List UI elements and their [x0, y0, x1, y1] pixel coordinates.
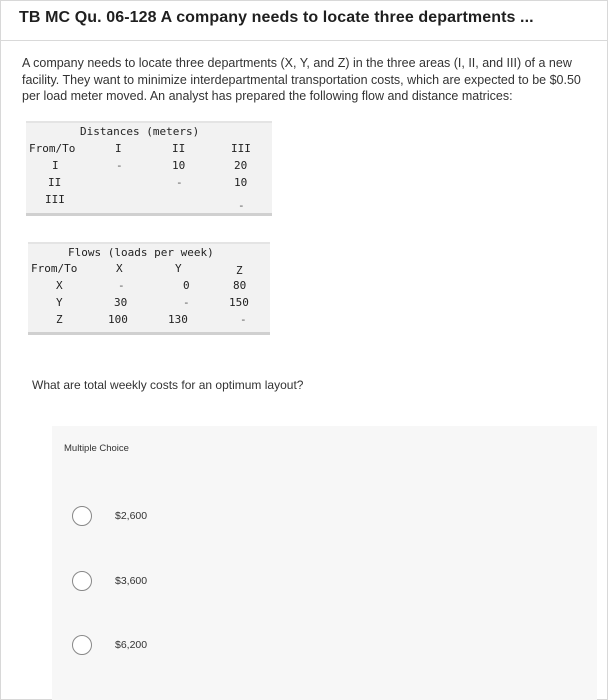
flow-table: [28, 244, 270, 332]
distance-cell: -: [176, 176, 183, 189]
flow-cell: -: [118, 279, 125, 292]
flow-cell: 30: [114, 296, 128, 309]
flow-row-header: X: [56, 279, 63, 292]
flow-col-header: Z: [236, 264, 243, 277]
flow-cell: 150: [229, 296, 249, 309]
question-text: A company needs to locate three departments (X, Y, and Z) in the three areas (I, II, and III) of a new facility. They want to minimize interdepartmental transportation costs, which are expected to be $0.50 per load meter moved. An analyst has prepared the following flow and distance matrices:: [22, 56, 581, 103]
distance-col-header: I: [115, 142, 122, 155]
flow-table-from-to: From/To: [31, 262, 78, 275]
flow-cell: 130: [168, 313, 188, 326]
answer-option-3[interactable]: [72, 635, 572, 659]
distance-table: [26, 123, 272, 213]
answer-option-text: $3,600: [115, 575, 148, 587]
flow-cell: 80: [233, 279, 247, 292]
flow-row-header: Y: [56, 296, 63, 309]
answer-option-2[interactable]: [72, 571, 572, 595]
distance-cell: -: [116, 159, 123, 172]
distance-cell: 20: [234, 159, 248, 172]
flow-row-header: Z: [56, 313, 63, 326]
multiple-choice-label: Multiple Choice: [64, 443, 129, 454]
distance-row-header: III: [45, 193, 65, 206]
multiple-choice-panel: [52, 426, 597, 700]
distance-table-bottom-border: [26, 213, 272, 216]
flow-col-header: Y: [175, 262, 182, 275]
distance-table-from-to: From/To: [29, 142, 76, 155]
distance-cell: -: [238, 199, 245, 212]
flow-table-bottom-border: [28, 332, 270, 335]
question-prompt: What are total weekly costs for an optimum layout?: [32, 378, 304, 392]
distance-row-header: II: [48, 176, 62, 189]
distance-col-header: III: [231, 142, 251, 155]
answer-option-text: $2,600: [115, 510, 148, 522]
answer-option-text: $6,200: [115, 639, 148, 651]
answer-option-1[interactable]: [72, 506, 572, 530]
flow-cell: 100: [108, 313, 128, 326]
flow-cell: -: [240, 313, 247, 326]
flow-table-caption: Flows (loads per week): [68, 246, 214, 259]
distance-table-caption: Distances (meters): [80, 125, 200, 138]
distance-row-header: I: [52, 159, 59, 172]
flow-cell: -: [183, 296, 190, 309]
radio-button[interactable]: [72, 635, 92, 655]
flow-col-header: X: [116, 262, 123, 275]
distance-cell: 10: [172, 159, 186, 172]
radio-button[interactable]: [72, 506, 92, 526]
radio-button[interactable]: [72, 571, 92, 591]
distance-cell: 10: [234, 176, 248, 189]
question-title: TB MC Qu. 06-128 A company needs to locate three departments ...: [19, 9, 534, 26]
flow-cell: 0: [183, 279, 190, 292]
title-divider: [0, 40, 608, 41]
distance-col-header: II: [172, 142, 186, 155]
